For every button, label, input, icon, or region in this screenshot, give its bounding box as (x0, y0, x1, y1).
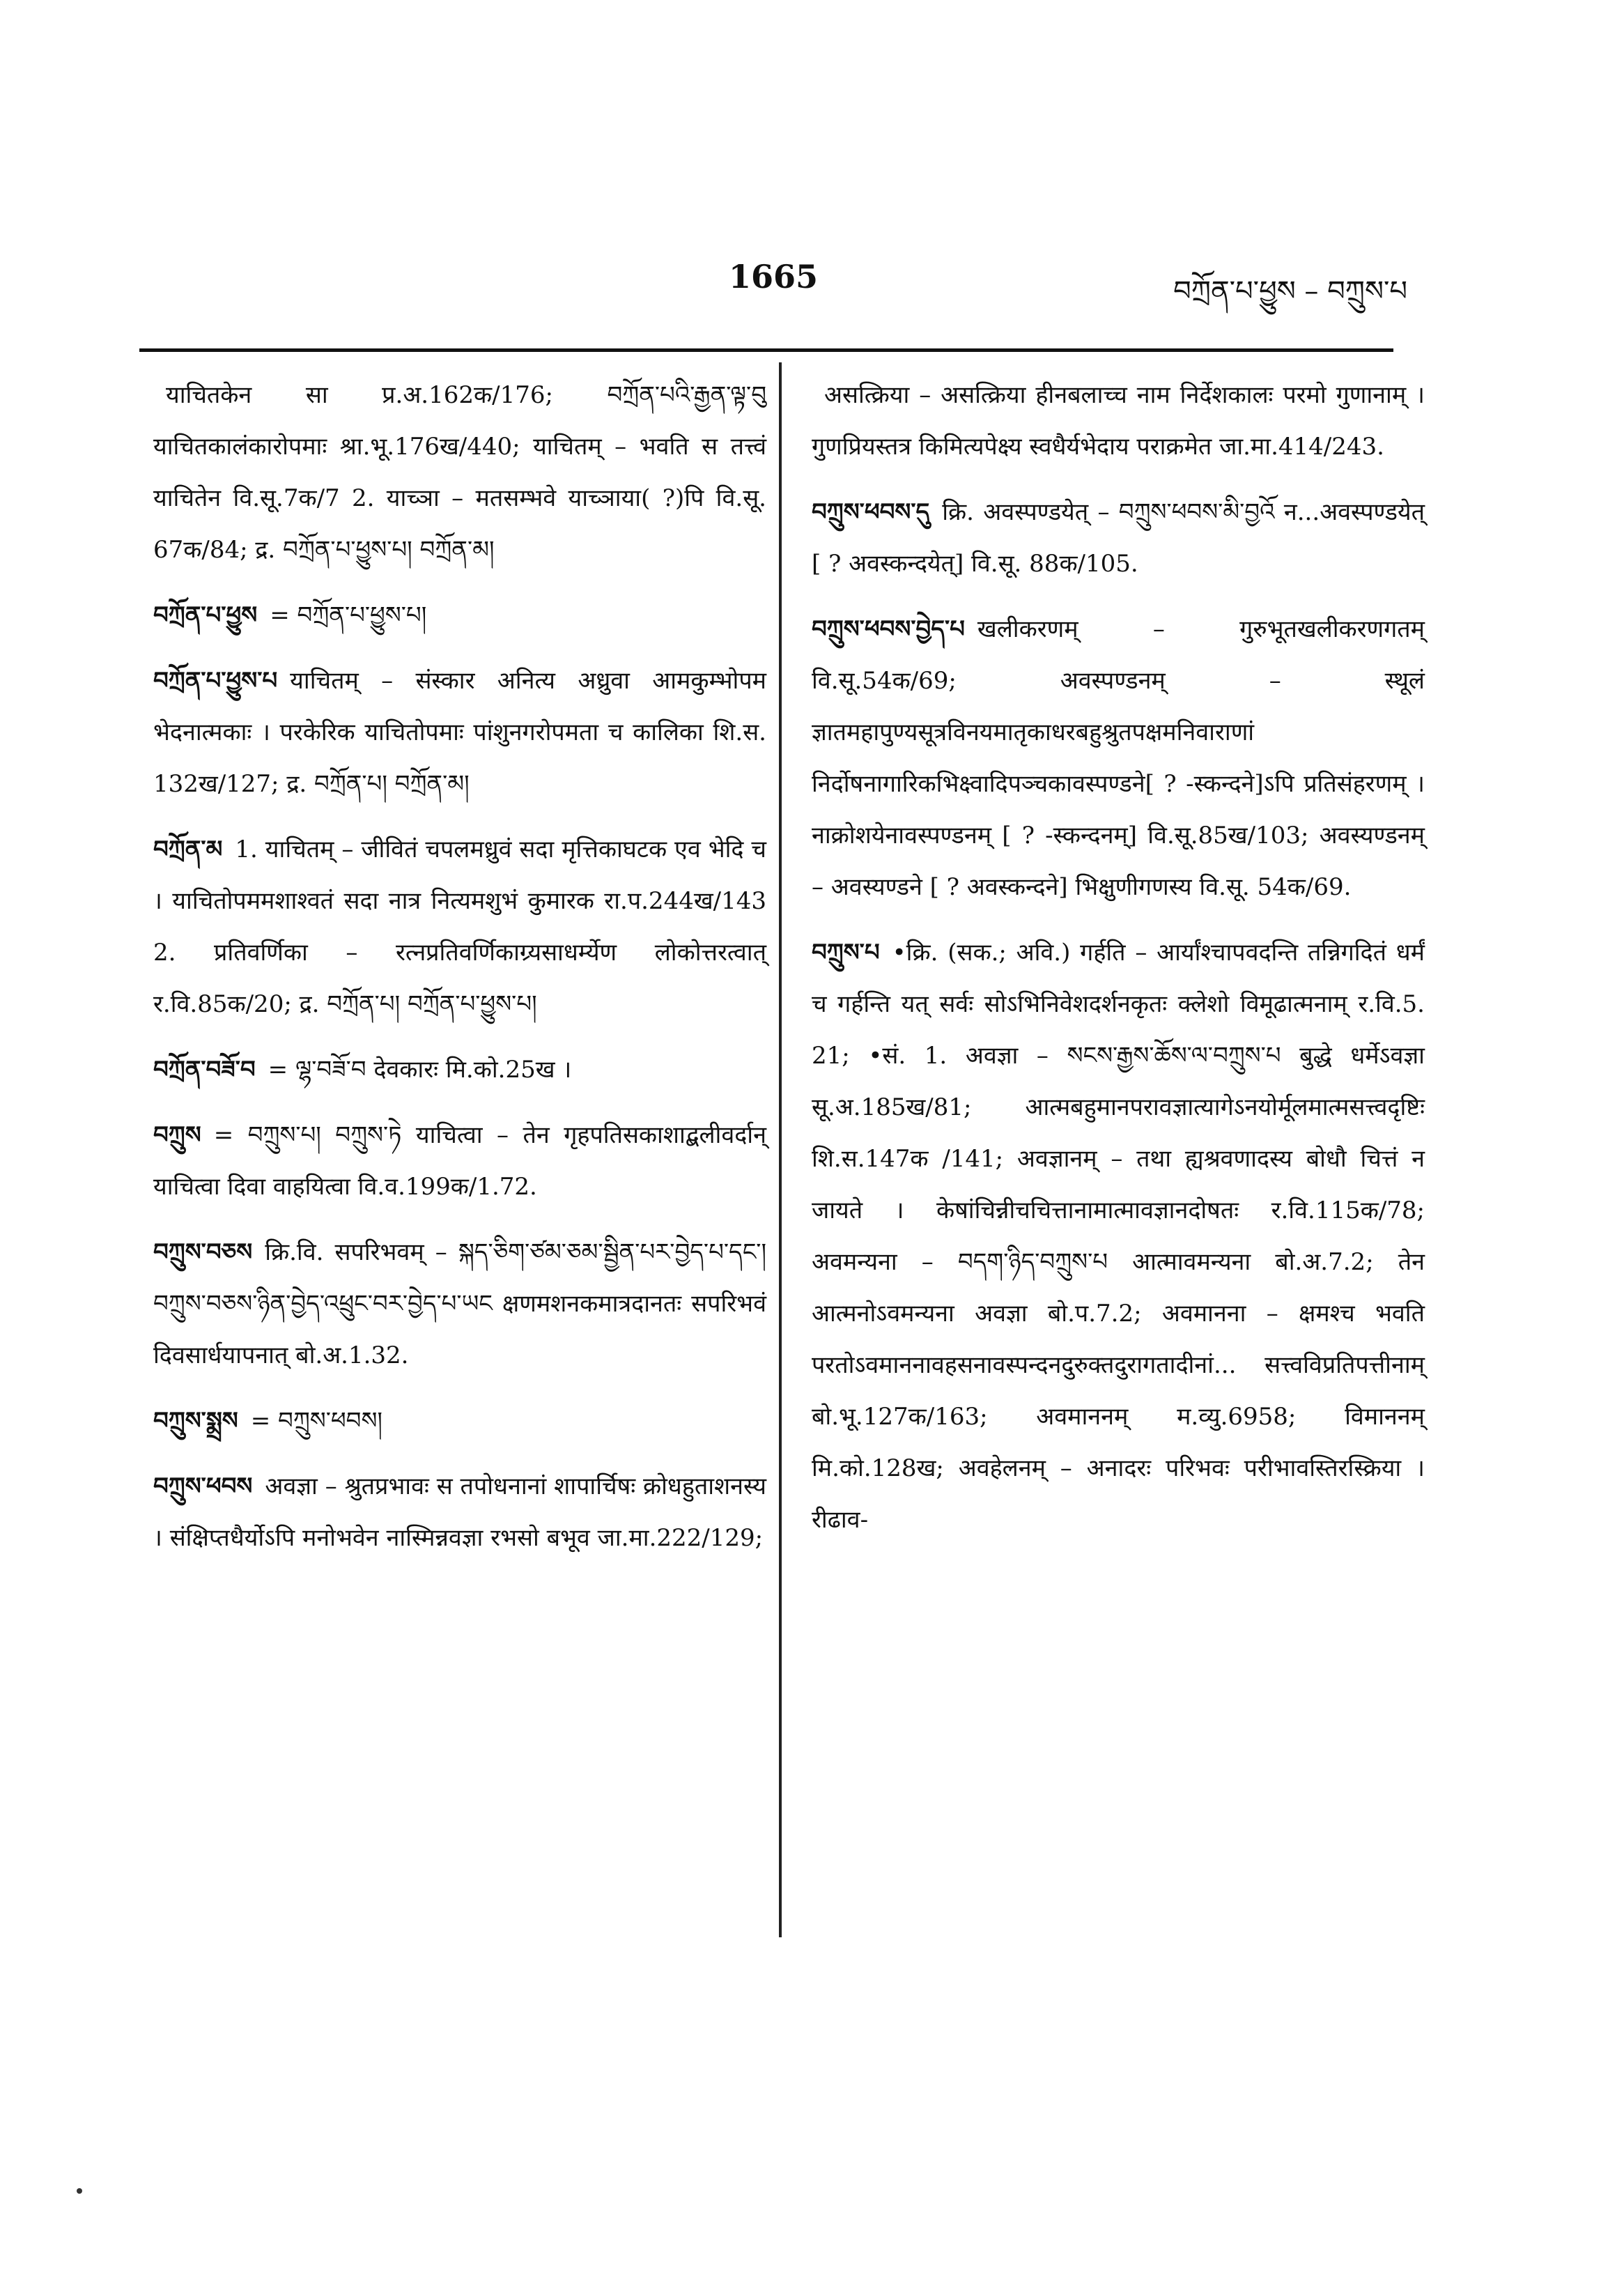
dictionary-entry (812, 486, 1425, 590)
entry-headword: བཀྲོན་པ་ཕྱུས་པ (153, 667, 278, 695)
left-column (153, 369, 766, 1578)
dictionary-entry (153, 1226, 766, 1381)
entry-text: खलीकरणम् – गुरुभूतखलीकरणगतम् वि.सू.54क/69; अवस्पण्डनम् – स्थूलं ज्ञातमहापुण्यसूत्रविनयमातृकाधरबहुश्रुतपक्षमनिवाराणां निर्दोषनागारिकभिक्ष्वादिपञ्चकावस्पण्डने[ ? -स्कन्दने]ऽपि प्रतिसंहरणम् । नाक्रोशयेनावस्पण्डनम् [ ? -स्कन्दनम्] वि.सू.85ख/103; अवस्यण्डनम् – अवस्यण्डने [ ? अवस्कन्दने] भिक्षुणीगणस्य वि.सू. 54क/69. (812, 615, 1425, 901)
entry-headword: བཀྲུས་བཅས (153, 1238, 253, 1266)
entry-text: 1. याचितम् – जीवितं चपलमध्रुवं सदा मृत्तिकाघटक एव भेदि च । याचितोपममशाश्वतं सदा नात्र नित्यमशुभं कुमारक रा.प.244ख/143 2. प्रतिवर्णिका – रत्नप्रतिवर्णिकाग्र्यसाधर्म्येण लोकोत्तरत्वात् र.वि.85क/20; द्र. བཀྲོན་པ། བཀྲོན་པ་ཕྱུས་པ། (153, 836, 766, 1018)
entry-text: = བཀྲོན་པ་ཕྱུས་པ། (270, 601, 427, 629)
entry-text: = ལྷ་བཟོ་བ देवकारः मि.को.25ख । (268, 1056, 572, 1084)
header-rule (139, 348, 1393, 352)
column-rule (779, 362, 782, 1937)
right-column (812, 369, 1425, 1560)
entry-text: क्रि. अवस्पण्डयेत् – བཀྲུས་ཕབས་མི་བྱའོ न...अवस्पण्डयेत् [ ? अवस्कन्दयेत्] वि.सू. 88क/105. (812, 498, 1425, 578)
entry-headword: བཀྲུས་པ (812, 939, 880, 967)
scan-speck (77, 2188, 82, 2194)
entry-headword: བཀྲུས་ཕབས་དུ (812, 498, 930, 526)
entry-headword: བཀྲུས (153, 1121, 201, 1149)
dictionary-entry (153, 369, 766, 576)
page-number: 1665 (728, 258, 819, 295)
dictionary-entry (153, 1461, 766, 1564)
entry-headword: བཀྲུས་སྨྲས (153, 1407, 238, 1435)
dictionary-entry (153, 1395, 766, 1447)
entry-text: क्रि.वि. सपरिभवम् – སྐད་ཅིག་ཙམ་ཅམ་སྦྱིན་པར་བྱེད་པ་དང་། བཀྲུས་བཅས་ཉིན་བྱེད་འཕྲུང་བར་བྱེད་པ་ཡང क्षणमशनकमात्रदानतः सपरिभवं दिवसार्धयापनात् बो.अ.1.32. (153, 1238, 766, 1369)
dictionary-entry (812, 603, 1425, 913)
entry-text: अवज्ञा – श्रुतप्रभावः स तपोधनानां शापार्चिषः क्रोधहुताशनस्य । संक्षिप्तधैर्योऽपि मनोभवेन नास्मिन्नवज्ञा रभसो बभूव जा.मा.222/129; (153, 1472, 766, 1552)
entry-headword: བཀྲོན་མ (153, 836, 223, 863)
entry-text: याचितम् – संस्कार अनित्य अध्रुवा आमकुम्भोपम भेदनात्मकाः । परकेरिक याचितोपमाः पांशुनगरोपमता च कालिका शि.स. 132ख/127; द्र. བཀྲོན་པ། བཀྲོན་མ། (153, 667, 766, 798)
dictionary-entry (812, 369, 1425, 472)
dictionary-entry (153, 824, 766, 1030)
running-head: བཀྲོན་པ་ཕྱུས – བཀྲུས་པ (1173, 275, 1407, 307)
entry-text: असत्क्रिया – असत्क्रिया हीनबलाच्च नाम निर्देशकालः परमो गुणानाम् । गुणप्रियस्तत्र किमित्यपेक्ष्य स्वधैर्यभेदाय पराक्रमेत जा.मा.414/243. (812, 381, 1425, 461)
entry-text: याचितकेन सा प्र.अ.162क/176; བཀྲོན་པའི་རྒྱན་ལྟ་བུ याचितकालंकारोपमाः श्रा.भू.176ख/440; याचितम् – भवति स तत्त्वं याचितेन वि.सू.7क/7 2. याच्ञा – मतसम्भवे याच्ञाया( ?)पि वि.सू. 67क/84; द्र. བཀྲོན་པ་ཕྱུས་པ། བཀྲོན་མ། (153, 381, 766, 564)
entry-headword: བཀྲུས་ཕབས (153, 1472, 253, 1500)
entry-headword: བཀྲུས་ཕབས་བྱེད་པ (812, 615, 965, 643)
dictionary-entry (153, 590, 766, 641)
entry-text: = བཀྲུས་པ། བཀྲུས་ཏེ याचित्वा – तेन गृहपतिसकाशाद्बलीवर्दान् याचित्वा दिवा वाहयित्वा वि.व.199क/1.72. (153, 1121, 766, 1201)
entry-headword: བཀྲོན་བཟོ་བ (153, 1056, 256, 1084)
entry-text: = བཀྲུས་ཕབས། (250, 1407, 382, 1435)
dictionary-entry (153, 1109, 766, 1213)
entry-headword: བཀྲོན་པ་ཕྱུས (153, 601, 258, 629)
dictionary-entry (153, 1044, 766, 1095)
entry-text: •क्रि. (सक.; अवि.) गर्हति – आर्यांश्चापवदन्ति तन्निगदितं धर्मं च गर्हन्ति यत् सर्वः सोऽभिनिवेशदर्शनकृतः क्लेशो विमूढात्मनाम् र.वि.5. 21; •सं. 1. अवज्ञा – སངས་རྒྱས་ཆོས་ལ་བཀྲུས་པ बुद्धे धर्मेऽवज्ञा सू.अ.185ख/81; आत्मबहुमानपरावज्ञात्यागेऽनयोर्मूलमात्मसत्त्वदृष्टिः शि.स.147क /141; अवज्ञानम् – तथा ह्यश्रवणादस्य बोधौ चित्तं न जायते । केषांचिन्नीचचित्तानामात्मावज्ञानदोषतः र.वि.115क/78; अवमन्यना – བདག་ཉིད་བཀྲུས་པ आत्मावमन्यना बो.अ.7.2; तेन आत्मनोऽवमन्यना अवज्ञा बो.प.7.2; अवमानना – क्षमश्च भवति परतोऽवमाननावहसनावस्पन्दनदुरुक्तदुरागतादीनां... सत्त्वविप्रतिपत्तीनाम् बो.भू.127क/163; अवमाननम् म.व्यु.6958; विमाननम् मि.को.128ख; अवहेलनम् – अनादरः परिभवः परीभावस्तिरस्क्रिया । रीढाव- (812, 939, 1425, 1534)
dictionary-entry (812, 927, 1425, 1546)
dictionary-entry (153, 655, 766, 810)
